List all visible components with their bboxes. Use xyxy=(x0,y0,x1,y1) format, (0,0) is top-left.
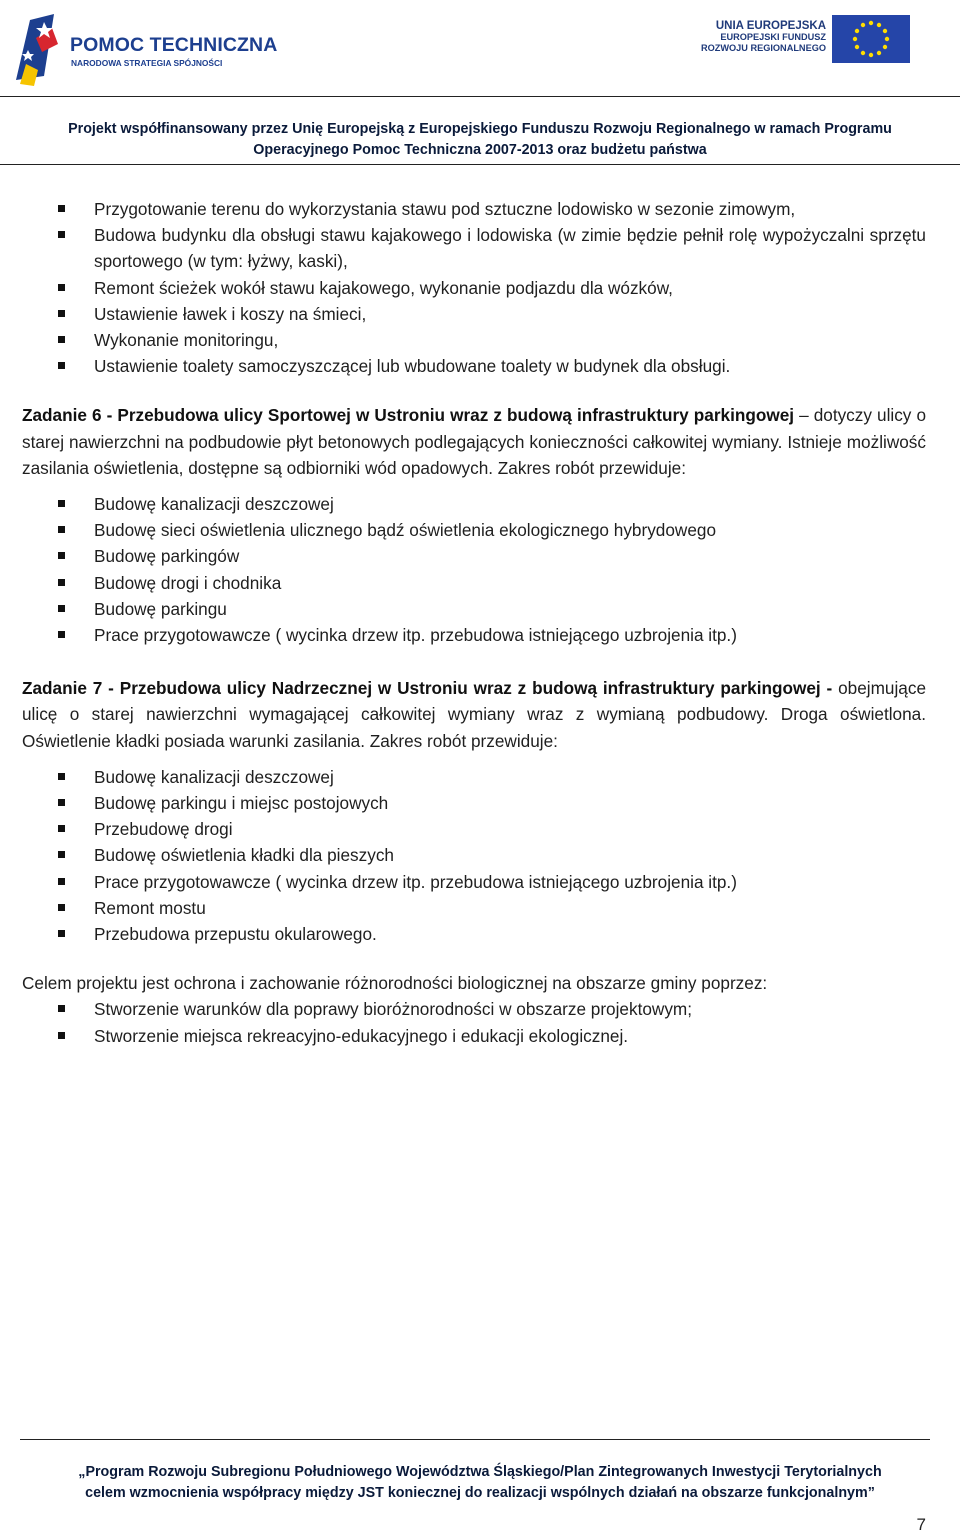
pomoc-techniczna-subtitle: NARODOWA STRATEGIA SPÓJNOŚCI xyxy=(71,58,223,68)
footer-line2: celem wzmocnienia współpracy między JST koniecznej do realizacji wspólnych działań na obszarze funkcjonalnym” xyxy=(85,1485,875,1501)
page-footer xyxy=(0,1462,960,1504)
list-item: Budowa budynku dla obsługi stawu kajakowego i lodowiska (w zimie będzie pełnił rolę wypożyczalni sprzętu sportowego (w tym: łyżwy, kaski), xyxy=(22,222,926,274)
scope-list-top xyxy=(22,196,926,379)
list-item: Wykonanie monitoringu, xyxy=(22,327,926,353)
spacer xyxy=(22,947,926,970)
list-item: Budowę parkingu i miejsc postojowych xyxy=(22,790,926,816)
header-divider xyxy=(0,96,960,97)
list-item: Budowę sieci oświetlenia ulicznego bądź oświetlenia ekologicznego hybrydowego xyxy=(22,517,926,543)
cofinancing-note xyxy=(0,119,960,161)
spacer xyxy=(22,648,926,675)
cofinancing-divider xyxy=(0,164,960,165)
pomoc-techniczna-logo xyxy=(14,14,278,86)
list-item: Przebudowa przepustu okularowego. xyxy=(22,921,926,947)
footer-divider xyxy=(20,1439,930,1440)
list-item: Budowę parkingów xyxy=(22,543,926,569)
eu-logo-line1: UNIA EUROPEJSKA xyxy=(715,20,826,32)
list-item: Stworzenie miejsca rekreacyjno-edukacyjnego i edukacji ekologicznej. xyxy=(22,1023,926,1049)
eu-logo xyxy=(680,14,912,64)
task7-body: obejmujące ulicę o starej nawierzchni wymagającej całkowitej wymiany wraz z wymianą podbudowy. Droga oświetlona. Oświetlenie kładki posiada warunki zasilania. Zakres robót przewiduje: xyxy=(22,678,927,751)
project-goal-intro: Celem projektu jest ochrona i zachowanie różnorodności biologicznej na obszarze gminy poprzez: xyxy=(22,973,768,994)
list-item: Ustawienie ławek i koszy na śmieci, xyxy=(22,301,926,327)
project-goal-list xyxy=(22,996,926,1048)
spacer xyxy=(22,481,926,491)
task7-heading: Zadanie 7 - Przebudowa ulicy Nadrzecznej w Ustroniu wraz z budową infrastruktury parkingowej - xyxy=(22,678,833,699)
eu-logo-text xyxy=(701,20,826,54)
task6-heading: Zadanie 6 - Przebudowa ulicy Sportowej w Ustroniu wraz z budową infrastruktury parkingowej xyxy=(22,405,795,426)
spacer xyxy=(22,754,926,764)
list-item: Ustawienie toalety samoczyszczącej lub wbudowane toalety w budynek dla obsługi. xyxy=(22,353,926,379)
list-item: Budowę oświetlenia kładki dla pieszych xyxy=(22,842,926,868)
pomoc-techniczna-title: POMOC TECHNICZNA xyxy=(70,34,278,56)
list-item: Remont ścieżek wokół stawu kajakowego, wykonanie podjazdu dla wózków, xyxy=(22,275,926,301)
pomoc-techniczna-emblem-icon xyxy=(14,14,68,86)
list-item: Przygotowanie terenu do wykorzystania stawu pod sztuczne lodowisko w sezonie zimowym, xyxy=(22,196,926,222)
list-item: Stworzenie warunków dla poprawy bioróżnorodności w obszarze projektowym; xyxy=(22,996,926,1022)
task7-paragraph xyxy=(22,675,926,754)
list-item: Prace przygotowawcze ( wycinka drzew itp. przebudowa istniejącego uzbrojenia itp.) xyxy=(22,622,926,648)
page-header xyxy=(0,0,960,96)
list-item: Prace przygotowawcze ( wycinka drzew itp. przebudowa istniejącego uzbrojenia itp.) xyxy=(22,869,926,895)
eu-logo-line2: EUROPEJSKI FUNDUSZ xyxy=(720,32,826,42)
eu-logo-line3: ROZWOJU REGIONALNEGO xyxy=(700,43,826,53)
list-item: Budowę kanalizacji deszczowej xyxy=(22,764,926,790)
task6-paragraph xyxy=(22,402,926,481)
cofinancing-line1: Projekt współfinansowany przez Unię Europejską z Europejskiego Funduszu Rozwoju Regionalnego w ramach Programu xyxy=(68,121,892,137)
page-number: 7 xyxy=(916,1515,926,1534)
list-item: Budowę kanalizacji deszczowej xyxy=(22,491,926,517)
list-item: Przebudowę drogi xyxy=(22,816,926,842)
list-item: Remont mostu xyxy=(22,895,926,921)
task6-body: – dotyczy ulicy o starej nawierzchni na podbudowie płyt betonowych podlegających konieczności całkowitej wymiany. Istnieje możliwość zasilania oświetlenia, dostępne są odbiorniki wód opadowych. Zakres robót przewiduje: xyxy=(22,405,927,478)
spacer xyxy=(22,379,926,402)
eu-flag-icon xyxy=(832,15,910,63)
list-item: Budowę drogi i chodnika xyxy=(22,570,926,596)
list-item: Budowę parkingu xyxy=(22,596,926,622)
task7-scope-list xyxy=(22,764,926,947)
footer-line1: „Program Rozwoju Subregionu Południowego Województwa Śląskiego/Plan Zintegrowanych Inwestycji Terytorialnych xyxy=(78,1464,882,1480)
task6-scope-list xyxy=(22,491,926,648)
document-body xyxy=(22,196,926,1049)
cofinancing-line2: Operacyjnego Pomoc Techniczna 2007-2013 oraz budżetu państwa xyxy=(253,142,707,158)
